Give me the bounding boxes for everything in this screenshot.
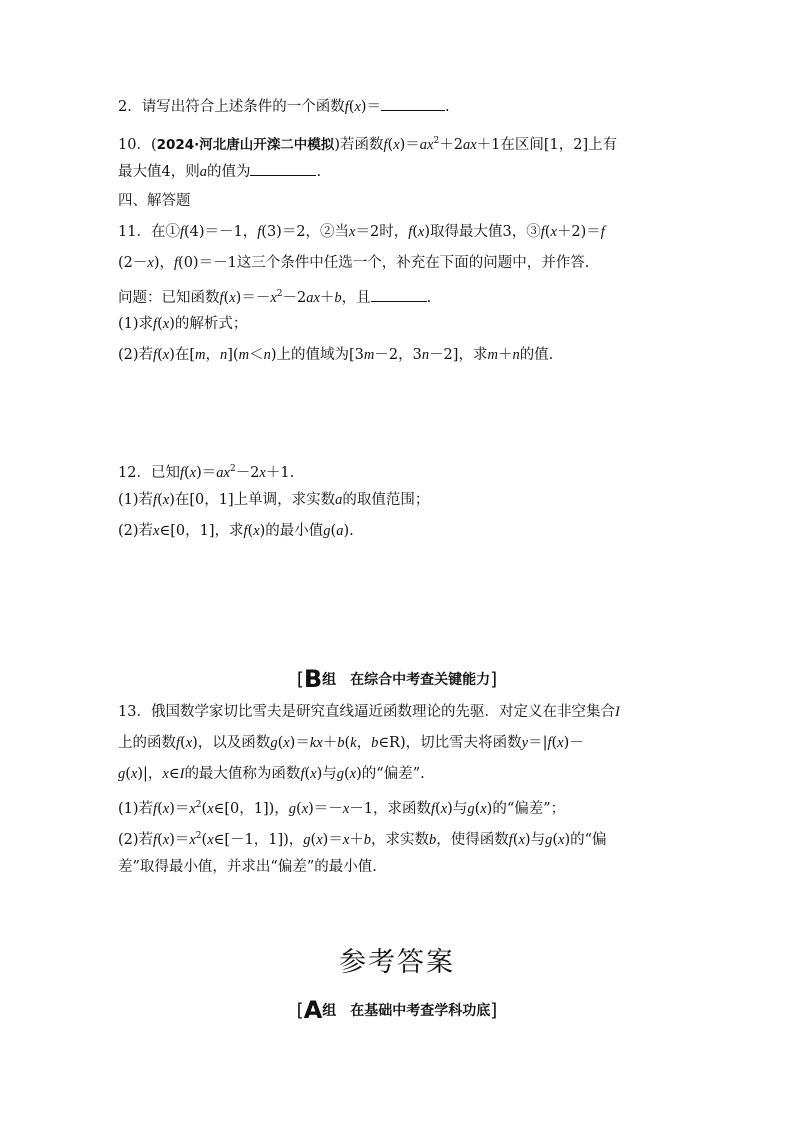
q13-p1d: －1，求函数 (349, 800, 431, 817)
group-a-label: 组 在基础中考查学科功底 (322, 1003, 491, 1019)
q11-t11: ＝－ (241, 289, 271, 306)
q13-t9: － (569, 735, 584, 751)
q12-line1: 12．已知$f(x)=ax^2-2x+1$. (118, 464, 295, 481)
q13-p2e: ，求实数 (371, 831, 430, 848)
q13-line6: 差”取得最小值，并求出“偏差”的最小值. (118, 859, 377, 875)
q13-p1f: 的“偏差”； (492, 800, 566, 817)
q13-t8: ＝| (528, 735, 548, 751)
q13-t13: 与 (322, 766, 337, 782)
q10-line2c: . (316, 164, 322, 180)
q13-p2g: 与 (530, 831, 546, 848)
q12-p1c: 的取值范围； (342, 492, 430, 508)
q10-source: 2024·河北唐山开滦二中模拟 (156, 136, 335, 153)
q12-p2c: 的最小值 (265, 523, 324, 539)
answers-title: 参考答案 (339, 947, 455, 978)
q12-p1a: (1)若 (118, 492, 154, 508)
q11-part1: (1)求f(x)的解析式； (118, 316, 248, 332)
q13-p2f: ，使得函数 (436, 831, 509, 848)
q13-part1: (1)若$f(x)=x^2(x\in[0$，1])，g(x)＝－x－1，求函数f(x)与g(x)的“偏差”； (118, 800, 566, 817)
q13-p2b: ∈[－1，1])， (213, 831, 304, 848)
answer-blank[interactable] (250, 161, 316, 176)
q10-line2a: 最大值4，则 (118, 164, 200, 180)
group-a-header: [A组 在基础中考查学科功底] (296, 996, 498, 1024)
section-title: 四、解答题 (118, 193, 191, 209)
q13-line2: 上的函数f(x)，以及函数g(x)＝kx＋b(k，b∈R)，切比雪夫将函数y＝|f(x)－ (118, 735, 584, 751)
q13-p1a: (1)若 (118, 800, 154, 817)
q12-t4: ＋1. (265, 464, 295, 481)
q10-text2: ＋2 (439, 136, 463, 153)
q11-p2c: ， (205, 347, 221, 363)
q13-p1e: 与 (452, 800, 468, 817)
group-b-header: [B组 在综合中考查关键能力] (296, 665, 498, 693)
q11-t4: ＝2时， (355, 224, 409, 240)
q13-t10: |， (143, 766, 163, 782)
q11-t9: (0)＝－1这三个条件中任选一个，补充在下面的问题中，并作答. (178, 255, 590, 271)
q11-line2: (2－x)，f(0)＝－1这三个条件中任选一个，补充在下面的问题中，并作答. (118, 255, 590, 271)
q13-t11: ∈ (168, 766, 180, 782)
q11-p1b: 的解析式； (174, 316, 248, 332)
q11-p2j: 的值. (519, 347, 554, 363)
q10-line2b: 的值为 (206, 164, 251, 180)
q9-eq: ＝ (366, 99, 382, 115)
q12-part1: (1)若f(x)在[0，1]上单调，求实数a的取值范围； (118, 492, 430, 508)
group-b-label: 组 在综合中考查关键能力 (322, 672, 491, 688)
q13-t2: 上的函数 (118, 735, 176, 751)
q11-p2d: ]( (227, 347, 239, 363)
q11-t10: 问题：已知函数 (118, 289, 220, 306)
q13-t4: ＝ (295, 735, 310, 751)
q13-t5: ＋ (322, 735, 338, 751)
q10-num: 10．( (118, 136, 157, 153)
q12-t2: ＝ (201, 464, 217, 481)
q13-t12: 的最大值称为函数 (184, 766, 301, 782)
q13-t14: 的“偏差”. (361, 766, 425, 782)
q10-text1: )若函数 (334, 136, 384, 153)
q11-t14: ，且 (341, 289, 371, 306)
q13-p2d: ＋ (349, 831, 364, 848)
q13-t6: ， (356, 735, 372, 751)
q11-p2h: －2]，求 (429, 347, 488, 363)
q10-text3: ＋1在区间[1，2]上有 (476, 136, 618, 153)
q12-p2a: (2)若 (118, 523, 154, 539)
q13-t3: ，以及函数 (197, 735, 271, 751)
q11-line1: 11．在①f(4)＝－1，f(3)＝2，②当x＝2时，f(x)取得最大值3，③f(x＋2)＝f (118, 224, 605, 240)
q13-p2c: ＝ (328, 831, 343, 848)
q11-t7: (2－ (118, 255, 148, 271)
q13-t1: 13．俄国数学家切比雪夫是研究直线逼近函数理论的先驱．对定义在非空集合 (118, 704, 615, 720)
q11-line3: 问题：已知函数$f(x)=-x^2-2ax+b$，且 . (118, 284, 431, 308)
q11-t8: )， (153, 255, 174, 271)
q9-text: 2．请写出符合上述条件的一个函数 (118, 99, 345, 115)
q11-t2: (4)＝－1， (183, 224, 258, 240)
q10-line2: 最大值4，则a的值为 . (118, 161, 321, 182)
q13-t7: ∈R)，切比雪夫将函数 (378, 735, 522, 751)
q11-p1a: (1)求 (118, 316, 154, 332)
q11-p2a: (2)若 (118, 347, 154, 363)
q13-p1b: ∈[0，1])， (213, 800, 289, 817)
q11-part2: (2)若f(x)在[m，n](m＜n)上的值域为[3m－2，3n－2]，求m＋n的值. (118, 347, 554, 363)
q11-t13: ＋ (319, 289, 335, 306)
q13-line3: g(x)|，x∈I的最大值称为函数f(x)与g(x)的“偏差”. (118, 766, 425, 782)
group-b-letter: B (303, 665, 323, 693)
q12-p1b: 在[0，1]上单调，求实数 (174, 492, 336, 508)
q13-p2a: (2)若 (118, 831, 154, 848)
group-a-letter: A (303, 996, 323, 1024)
q11-p2g: －2，3 (374, 347, 422, 363)
q11-p2f: )上的值域为[3 (270, 347, 364, 363)
q12-p2b: ∈[0，1]，求 (159, 523, 244, 539)
q12-p2d: . (349, 523, 354, 539)
q11-t6: ＋2)＝ (556, 224, 601, 240)
answer-blank[interactable] (381, 96, 445, 111)
q11-t15: . (426, 289, 432, 306)
q11-p2i: ＋ (497, 347, 513, 363)
q10-line1: 10．(2024·河北唐山开滦二中模拟)若函数$f(x)=ax^2+2ax+1$在区间[1，2]上有 (118, 136, 618, 153)
q13-p2h: 的“偏 (570, 831, 607, 848)
q11-t12: －2 (282, 289, 307, 306)
q12-part2: (2)若x∈[0，1]，求f(x)的最小值g(a). (118, 523, 354, 539)
q11-t1: 11．在① (118, 224, 180, 240)
q11-t3: (3)＝2，②当 (261, 224, 350, 240)
q11-t5: 取得最大值3，③ (430, 224, 541, 240)
q9-end: . (445, 99, 450, 115)
q13-p1c: ＝－ (313, 800, 343, 817)
q9-part2: 2．请写出符合上述条件的一个函数f(x)＝ . (118, 96, 450, 117)
answer-blank[interactable] (371, 287, 427, 302)
q12-t1: 12．已知 (118, 464, 180, 481)
q13-line1: 13．俄国数学家切比雪夫是研究直线逼近函数理论的先驱．对定义在非空集合I (118, 704, 620, 720)
q13-part2: (2)若$f(x)=x^2(x\in[-1$，1])，g(x)＝x＋b，求实数b，使得函数f(x)与g(x)的“偏 (118, 831, 607, 848)
q12-t3: －2 (235, 464, 260, 481)
q11-p2b: 在[ (174, 347, 196, 363)
q11-p2e: ＜ (249, 347, 264, 363)
